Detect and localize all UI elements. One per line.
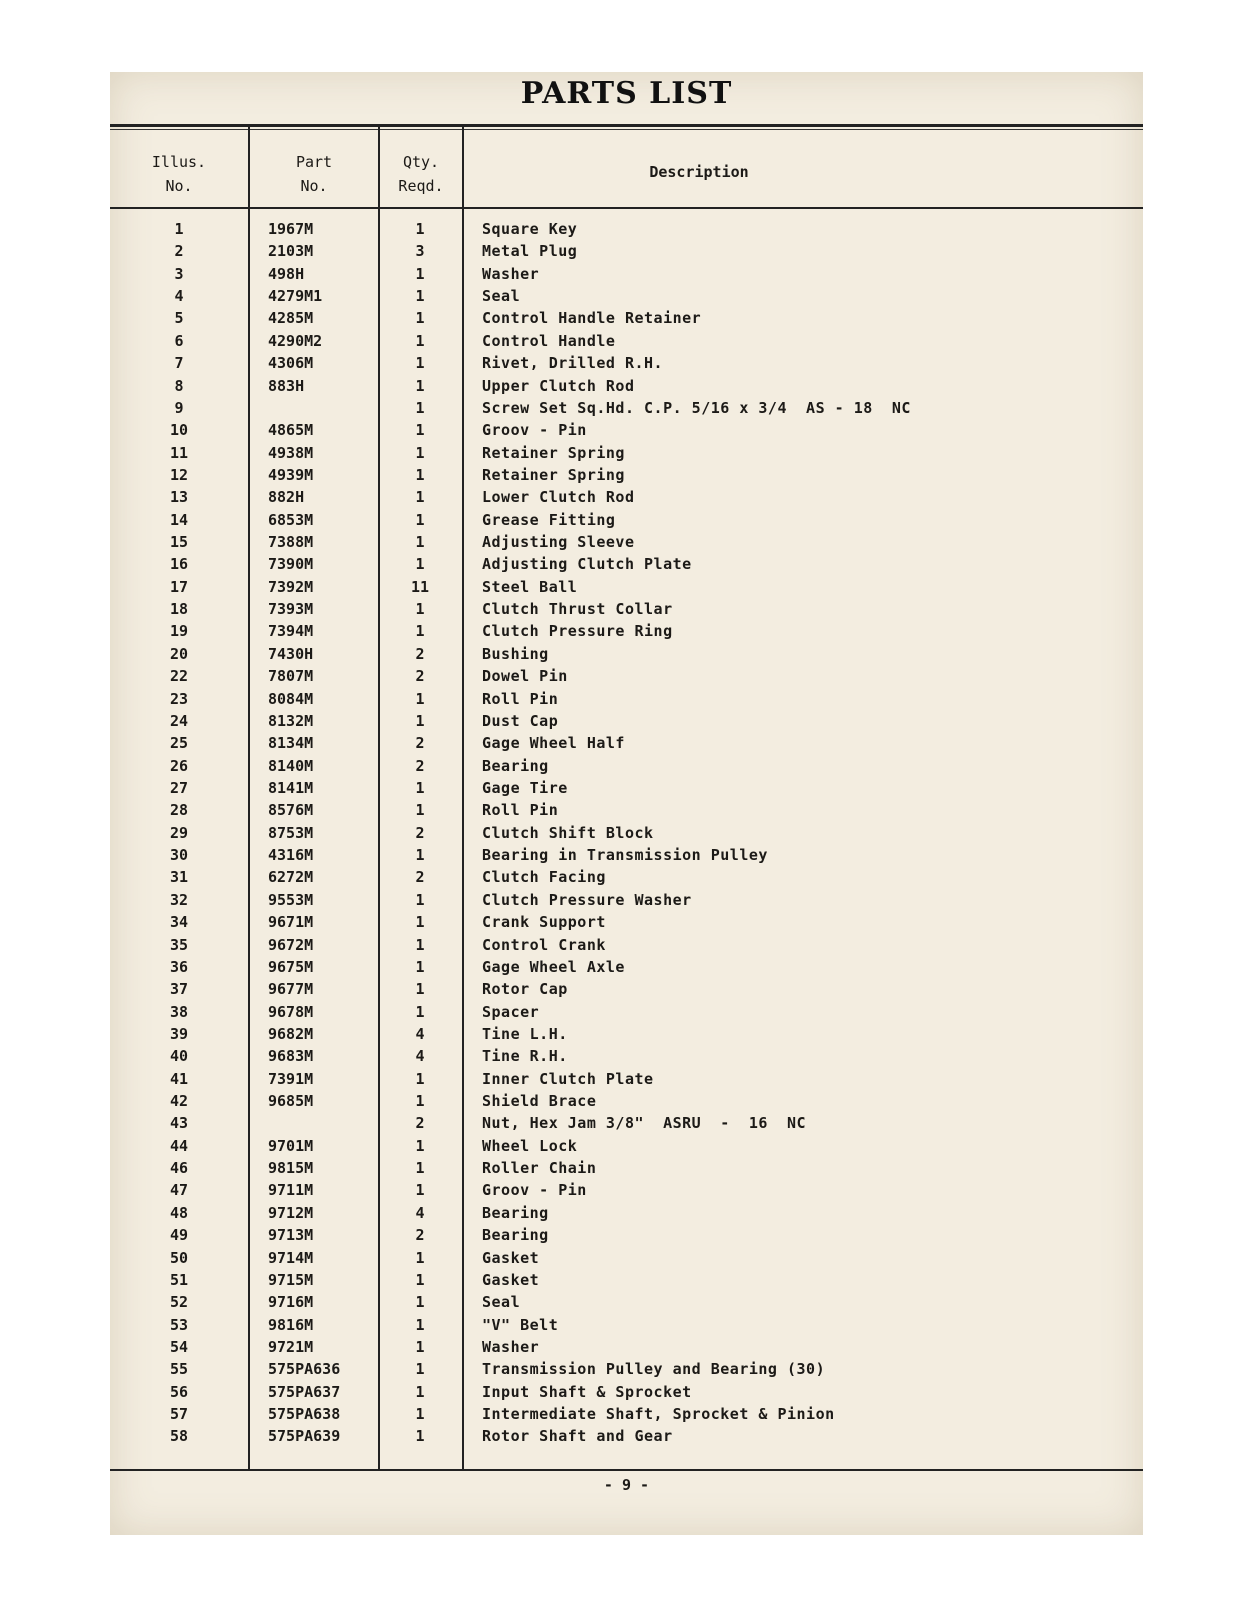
part-number: 9553M xyxy=(268,890,314,909)
table-row xyxy=(110,464,1143,486)
part-number: 4279M1 xyxy=(268,287,323,306)
quantity: 1 xyxy=(415,488,425,507)
part-number: 4938M xyxy=(268,443,314,462)
table-row xyxy=(110,576,1143,598)
table-row xyxy=(110,911,1143,933)
description: Dowel Pin xyxy=(482,667,568,686)
description: Roll Pin xyxy=(482,689,559,708)
quantity: 1 xyxy=(415,376,425,395)
illus-number: 36 xyxy=(169,957,189,976)
description: Crank Support xyxy=(482,913,606,932)
illus-number: 57 xyxy=(169,1405,189,1424)
quantity: 2 xyxy=(415,734,425,753)
quantity: 1 xyxy=(415,555,425,574)
part-number: 6272M xyxy=(268,868,314,887)
quantity: 2 xyxy=(415,1114,425,1133)
table-row xyxy=(110,1403,1143,1425)
description: Control Crank xyxy=(482,935,606,954)
illus-number: 12 xyxy=(169,465,189,484)
table-row xyxy=(110,1202,1143,1224)
quantity: 4 xyxy=(415,1203,425,1222)
illus-number: 26 xyxy=(169,756,189,775)
description: Seal xyxy=(482,1293,521,1312)
description: Intermediate Shaft, Sprocket & Pinion xyxy=(482,1405,835,1424)
part-number: 1967M xyxy=(268,220,314,238)
header-rule xyxy=(110,207,1143,209)
table-row xyxy=(110,397,1143,419)
illus-number: 18 xyxy=(169,600,189,619)
quantity: 1 xyxy=(415,465,425,484)
table-row xyxy=(110,1247,1143,1269)
quantity: 1 xyxy=(415,287,425,306)
description: Clutch Pressure Washer xyxy=(482,890,692,909)
quantity: 1 xyxy=(415,600,425,619)
table-row xyxy=(110,1381,1143,1403)
quantity: 1 xyxy=(415,801,425,820)
quantity: 1 xyxy=(415,846,425,865)
description: Clutch Thrust Collar xyxy=(482,600,673,619)
quantity: 1 xyxy=(415,443,425,462)
illus-number: 22 xyxy=(169,667,189,686)
part-number: 9712M xyxy=(268,1203,314,1222)
description: Lower Clutch Rod xyxy=(482,488,635,507)
quantity: 1 xyxy=(415,935,425,954)
table-row xyxy=(110,1291,1143,1313)
illus-number: 14 xyxy=(169,510,189,529)
illus-number: 49 xyxy=(169,1226,189,1245)
header-part-no: Part No. xyxy=(295,153,333,195)
table-row xyxy=(110,799,1143,821)
table-row xyxy=(110,330,1143,352)
description: Rivet, Drilled R.H. xyxy=(482,354,664,373)
quantity: 1 xyxy=(415,220,425,238)
illus-number: 5 xyxy=(174,309,184,328)
description: Bearing xyxy=(482,1203,549,1222)
illus-number: 41 xyxy=(169,1069,189,1088)
quantity: 1 xyxy=(415,1315,425,1334)
illus-number: 48 xyxy=(169,1203,189,1222)
illus-number: 15 xyxy=(169,533,189,552)
part-number: 9685M xyxy=(268,1092,314,1111)
illus-number: 51 xyxy=(169,1270,189,1289)
table-row xyxy=(110,509,1143,531)
table-row xyxy=(110,643,1143,665)
illus-number: 53 xyxy=(169,1315,189,1334)
part-number: 4285M xyxy=(268,309,314,328)
part-number: 4316M xyxy=(268,846,314,865)
part-number: 8134M xyxy=(268,734,314,753)
illus-number: 24 xyxy=(169,711,189,730)
table-row xyxy=(110,844,1143,866)
quantity: 1 xyxy=(415,1382,425,1401)
description: Shield Brace xyxy=(482,1092,597,1111)
quantity: 1 xyxy=(415,1405,425,1424)
table-row xyxy=(110,1157,1143,1179)
part-number: 4306M xyxy=(268,354,314,373)
table-row xyxy=(110,889,1143,911)
description: "V" Belt xyxy=(482,1315,559,1334)
description: Inner Clutch Plate xyxy=(482,1069,654,1088)
illus-number: 42 xyxy=(169,1092,189,1111)
description: Clutch Pressure Ring xyxy=(482,622,673,641)
table-row xyxy=(110,978,1143,1000)
part-number: 4939M xyxy=(268,465,314,484)
table-row xyxy=(110,598,1143,620)
quantity: 4 xyxy=(415,1024,425,1043)
quantity: 1 xyxy=(415,264,425,283)
quantity: 2 xyxy=(415,644,425,663)
description: Nut, Hex Jam 3/8" ASRU - 16 NC xyxy=(482,1114,807,1133)
part-number: 7393M xyxy=(268,600,314,619)
part-number: 9671M xyxy=(268,913,314,932)
illus-number: 17 xyxy=(169,577,189,596)
table-row xyxy=(110,1179,1143,1201)
part-number: 9715M xyxy=(268,1270,314,1289)
description: Gage Wheel Half xyxy=(482,734,625,753)
description: Bearing xyxy=(482,1226,549,1245)
description: Bearing in Transmission Pulley xyxy=(482,846,768,865)
part-number: 7390M xyxy=(268,555,314,574)
illus-number: 7 xyxy=(174,354,184,373)
table-row xyxy=(110,866,1143,888)
table-row xyxy=(110,1090,1143,1112)
quantity: 1 xyxy=(415,1181,425,1200)
header-description: Description xyxy=(649,163,749,181)
illus-number: 23 xyxy=(169,689,189,708)
part-number: 9815M xyxy=(268,1159,314,1178)
part-number: 575PA639 xyxy=(268,1427,341,1446)
description: Wheel Lock xyxy=(482,1136,578,1155)
description: Grease Fitting xyxy=(482,510,616,529)
top-rule xyxy=(110,124,1143,127)
description: Groov - Pin xyxy=(482,1181,587,1200)
table-row xyxy=(110,1314,1143,1336)
part-number: 7392M xyxy=(268,577,314,596)
illus-number: 50 xyxy=(169,1248,189,1267)
part-number: 8576M xyxy=(268,801,314,820)
quantity: 1 xyxy=(415,711,425,730)
description: Rotor Shaft and Gear xyxy=(482,1427,673,1446)
quantity: 1 xyxy=(415,1159,425,1178)
bottom-rule xyxy=(110,1469,1143,1471)
description: Washer xyxy=(482,1337,540,1356)
quantity: 1 xyxy=(415,1092,425,1111)
table-row xyxy=(110,822,1143,844)
quantity: 11 xyxy=(410,577,430,596)
description: Control Handle xyxy=(482,331,616,350)
illus-number: 13 xyxy=(169,488,189,507)
table-row xyxy=(110,1425,1143,1447)
part-number: 8132M xyxy=(268,711,314,730)
description: Screw Set Sq.Hd. C.P. 5/16 x 3/4 AS - 18 NC xyxy=(482,398,911,417)
part-number: 9677M xyxy=(268,980,314,999)
illus-number: 2 xyxy=(174,242,184,261)
illus-number: 46 xyxy=(169,1159,189,1178)
illus-number: 19 xyxy=(169,622,189,641)
table-row xyxy=(110,442,1143,464)
description: Gage Tire xyxy=(482,778,568,797)
part-number: 9682M xyxy=(268,1024,314,1043)
quantity: 1 xyxy=(415,398,425,417)
description: Gage Wheel Axle xyxy=(482,957,625,976)
table-row xyxy=(110,352,1143,374)
quantity: 2 xyxy=(415,1226,425,1245)
description: Adjusting Sleeve xyxy=(482,533,635,552)
table-row xyxy=(110,1358,1143,1380)
illus-number: 55 xyxy=(169,1360,189,1379)
description: Clutch Facing xyxy=(482,868,606,887)
table-row xyxy=(110,1023,1143,1045)
table-row xyxy=(110,732,1143,754)
illus-number: 1 xyxy=(174,220,184,238)
illus-number: 34 xyxy=(169,913,189,932)
part-number: 9714M xyxy=(268,1248,314,1267)
description: Bushing xyxy=(482,644,549,663)
description: Metal Plug xyxy=(482,242,578,261)
part-number: 7430H xyxy=(268,644,314,663)
part-number: 6853M xyxy=(268,510,314,529)
illus-number: 44 xyxy=(169,1136,189,1155)
illus-number: 38 xyxy=(169,1002,189,1021)
quantity: 1 xyxy=(415,1337,425,1356)
illus-number: 11 xyxy=(169,443,189,462)
quantity: 1 xyxy=(415,890,425,909)
table-row xyxy=(110,531,1143,553)
description: Gasket xyxy=(482,1248,540,1267)
table-row xyxy=(110,285,1143,307)
table-row xyxy=(110,688,1143,710)
quantity: 1 xyxy=(415,913,425,932)
part-number: 4290M2 xyxy=(268,331,323,350)
quantity: 1 xyxy=(415,421,425,440)
illus-number: 54 xyxy=(169,1337,189,1356)
description: Square Key xyxy=(482,220,578,238)
illus-number: 9 xyxy=(174,398,184,417)
quantity: 1 xyxy=(415,309,425,328)
table-row xyxy=(110,240,1143,262)
illus-number: 40 xyxy=(169,1047,189,1066)
part-number: 7388M xyxy=(268,533,314,552)
illus-number: 35 xyxy=(169,935,189,954)
part-number: 7391M xyxy=(268,1069,314,1088)
part-number: 9678M xyxy=(268,1002,314,1021)
part-number: 9816M xyxy=(268,1315,314,1334)
description: Spacer xyxy=(482,1002,540,1021)
description: Upper Clutch Rod xyxy=(482,376,635,395)
quantity: 1 xyxy=(415,1270,425,1289)
table-row xyxy=(110,419,1143,441)
illus-number: 27 xyxy=(169,778,189,797)
part-number: 9713M xyxy=(268,1226,314,1245)
description: Seal xyxy=(482,287,521,306)
description: Bearing xyxy=(482,756,549,775)
table-row xyxy=(110,1224,1143,1246)
part-number: 883H xyxy=(268,376,305,395)
description: Tine L.H. xyxy=(482,1024,568,1043)
table-row xyxy=(110,553,1143,575)
quantity: 1 xyxy=(415,1248,425,1267)
quantity: 2 xyxy=(415,667,425,686)
quantity: 1 xyxy=(415,1427,425,1446)
part-number: 8141M xyxy=(268,778,314,797)
document-page xyxy=(110,72,1143,1535)
quantity: 1 xyxy=(415,1293,425,1312)
part-number: 9716M xyxy=(268,1293,314,1312)
table-row xyxy=(110,486,1143,508)
table-row xyxy=(110,1045,1143,1067)
description: Retainer Spring xyxy=(482,443,625,462)
table-row xyxy=(110,263,1143,285)
table-row xyxy=(110,1135,1143,1157)
header-qty-reqd: Qty. Reqd. xyxy=(398,153,444,195)
table-row xyxy=(110,777,1143,799)
illus-number: 56 xyxy=(169,1382,189,1401)
illus-number: 20 xyxy=(169,644,189,663)
part-number: 498H xyxy=(268,264,305,283)
part-number: 4865M xyxy=(268,421,314,440)
illus-number: 10 xyxy=(169,421,189,440)
part-number: 8753M xyxy=(268,823,314,842)
table-row xyxy=(110,1001,1143,1023)
description: Adjusting Clutch Plate xyxy=(482,555,692,574)
part-number: 7807M xyxy=(268,667,314,686)
part-number: 9721M xyxy=(268,1337,314,1356)
description: Retainer Spring xyxy=(482,465,625,484)
quantity: 1 xyxy=(415,533,425,552)
table-row xyxy=(110,665,1143,687)
table-row xyxy=(110,956,1143,978)
illus-number: 31 xyxy=(169,868,189,887)
illus-number: 4 xyxy=(174,287,184,306)
description: Input Shaft & Sprocket xyxy=(482,1382,692,1401)
illus-number: 8 xyxy=(174,376,184,395)
table-row xyxy=(110,218,1143,240)
description: Control Handle Retainer xyxy=(482,309,702,328)
page-title: PARTS LIST xyxy=(520,76,733,111)
description: Groov - Pin xyxy=(482,421,587,440)
quantity: 1 xyxy=(415,331,425,350)
quantity: 1 xyxy=(415,689,425,708)
description: Rotor Cap xyxy=(482,980,568,999)
part-number: 9672M xyxy=(268,935,314,954)
table-row xyxy=(110,755,1143,777)
part-number: 9675M xyxy=(268,957,314,976)
quantity: 1 xyxy=(415,1136,425,1155)
part-number: 882H xyxy=(268,488,305,507)
quantity: 1 xyxy=(415,622,425,641)
quantity: 1 xyxy=(415,1002,425,1021)
top-rule-thin xyxy=(110,129,1143,130)
table-row xyxy=(110,1336,1143,1358)
parts-table-body xyxy=(110,218,1143,1448)
description: Washer xyxy=(482,264,540,283)
description: Roller Chain xyxy=(482,1159,597,1178)
illus-number: 16 xyxy=(169,555,189,574)
description: Dust Cap xyxy=(482,711,559,730)
part-number: 2103M xyxy=(268,242,314,261)
table-row xyxy=(110,375,1143,397)
illus-number: 6 xyxy=(174,331,184,350)
part-number: 9701M xyxy=(268,1136,314,1155)
illus-number: 25 xyxy=(169,734,189,753)
page-number: - 9 - xyxy=(603,1476,650,1494)
quantity: 1 xyxy=(415,778,425,797)
description: Transmission Pulley and Bearing (30) xyxy=(482,1360,826,1379)
description: Steel Ball xyxy=(482,577,578,596)
table-row xyxy=(110,1269,1143,1291)
illus-number: 39 xyxy=(169,1024,189,1043)
table-row xyxy=(110,620,1143,642)
illus-number: 47 xyxy=(169,1181,189,1200)
illus-number: 3 xyxy=(174,264,184,283)
quantity: 2 xyxy=(415,868,425,887)
illus-number: 43 xyxy=(169,1114,189,1133)
part-number: 9683M xyxy=(268,1047,314,1066)
quantity: 1 xyxy=(415,957,425,976)
illus-number: 30 xyxy=(169,846,189,865)
table-row xyxy=(110,307,1143,329)
header-illus-no: Illus. No. xyxy=(151,153,207,195)
description: Clutch Shift Block xyxy=(482,823,654,842)
illus-number: 28 xyxy=(169,801,189,820)
part-number: 8140M xyxy=(268,756,314,775)
table-row xyxy=(110,710,1143,732)
part-number: 8084M xyxy=(268,689,314,708)
description: Roll Pin xyxy=(482,801,559,820)
table-row xyxy=(110,934,1143,956)
quantity: 1 xyxy=(415,1360,425,1379)
table-row xyxy=(110,1112,1143,1134)
quantity: 4 xyxy=(415,1047,425,1066)
part-number: 7394M xyxy=(268,622,314,641)
quantity: 1 xyxy=(415,1069,425,1088)
part-number: 575PA638 xyxy=(268,1405,341,1424)
table-row xyxy=(110,1068,1143,1090)
quantity: 1 xyxy=(415,510,425,529)
illus-number: 58 xyxy=(169,1427,189,1446)
quantity: 2 xyxy=(415,823,425,842)
quantity: 1 xyxy=(415,354,425,373)
part-number: 575PA637 xyxy=(268,1382,341,1401)
quantity: 2 xyxy=(415,756,425,775)
quantity: 3 xyxy=(415,242,425,261)
illus-number: 32 xyxy=(169,890,189,909)
part-number: 575PA636 xyxy=(268,1360,341,1379)
description: Gasket xyxy=(482,1270,540,1289)
description: Tine R.H. xyxy=(482,1047,568,1066)
quantity: 1 xyxy=(415,980,425,999)
illus-number: 52 xyxy=(169,1293,189,1312)
illus-number: 29 xyxy=(169,823,189,842)
part-number: 9711M xyxy=(268,1181,314,1200)
illus-number: 37 xyxy=(169,980,189,999)
